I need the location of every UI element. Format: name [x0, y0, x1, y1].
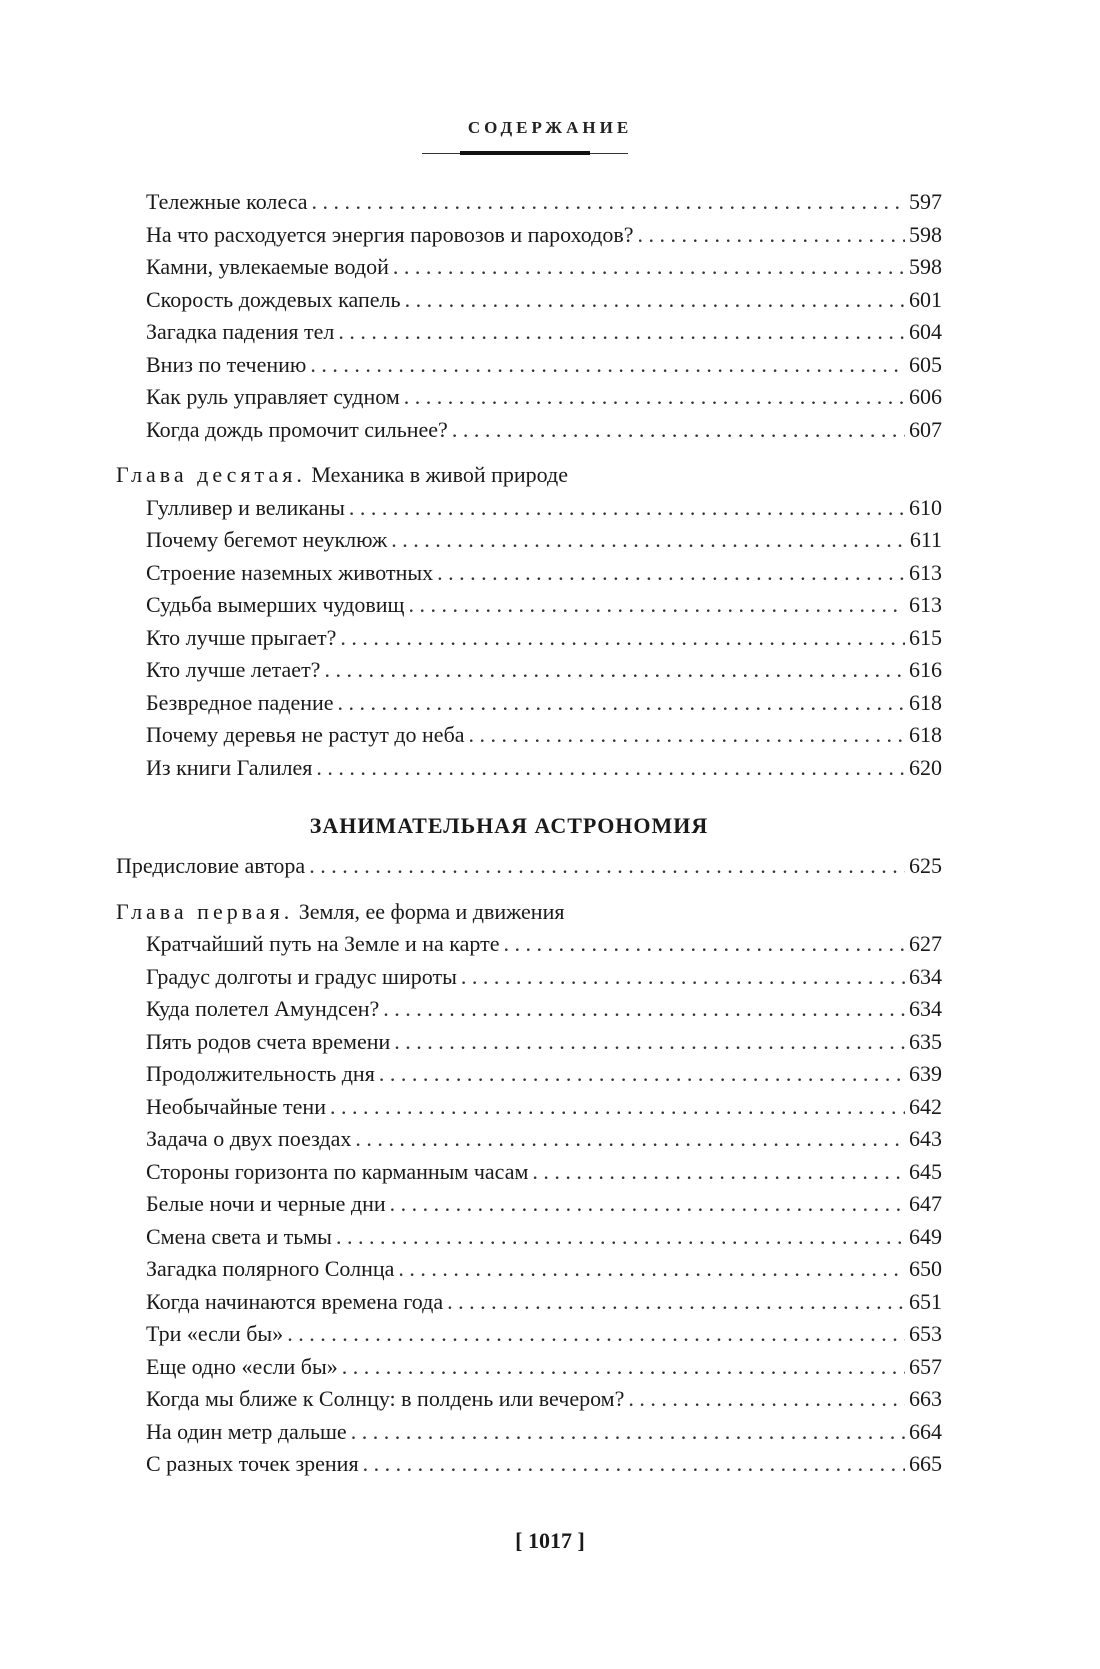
toc-entry-title: Тележные колеса: [146, 189, 308, 214]
toc-entry-page: 604: [909, 319, 942, 344]
toc-entry-title: Кто лучше прыгает?: [146, 624, 337, 650]
table-of-contents: [116, 186, 942, 1481]
section-title: ЗАНИМАТЕЛЬНАЯ АСТРОНОМИЯ: [309, 813, 709, 838]
head-rule-accent: [460, 151, 590, 155]
toc-entry[interactable]: [116, 1188, 942, 1221]
toc-entry-page: 639: [909, 1061, 942, 1086]
toc-entry[interactable]: [116, 251, 942, 284]
toc-entry-page: 618: [909, 722, 942, 747]
toc-entry-title: Когда мы ближе к Солнцу: в полдень или вечером?: [146, 1386, 625, 1411]
toc-entry-page: 610: [909, 494, 942, 520]
toc-entry-title: Предисловие автора: [116, 853, 306, 878]
toc-entry-title: Судьба вымерших чудовищ: [146, 592, 405, 617]
toc-entry[interactable]: [116, 1253, 942, 1286]
toc-entry-page: 663: [909, 1386, 942, 1411]
toc-entry[interactable]: [116, 622, 942, 655]
toc-entry-title: Из книги Галилея: [146, 754, 313, 780]
toc-entry[interactable]: [116, 219, 942, 252]
toc-entry[interactable]: [116, 1318, 942, 1351]
toc-entry[interactable]: [116, 1221, 942, 1254]
toc-entry-title: Камни, увлекаемые водой: [146, 254, 389, 279]
leader-dots: [383, 993, 905, 1026]
toc-entry-page: 664: [909, 1418, 942, 1444]
toc-entry[interactable]: [116, 1383, 942, 1416]
toc-entry-page: 605: [909, 351, 942, 377]
toc-entry-title: Пять родов счета времени: [146, 1028, 391, 1054]
toc-entry-title: Белые ночи и черные дни: [146, 1191, 386, 1216]
toc-entry-page: 649: [909, 1223, 942, 1249]
toc-entry-title: Необычайные тени: [146, 1093, 326, 1119]
toc-entry-page: 634: [909, 996, 942, 1021]
leader-dots: [342, 1351, 905, 1384]
toc-entry-page: 650: [909, 1256, 942, 1281]
toc-entry-page: 606: [909, 384, 942, 409]
toc-entry[interactable]: [116, 524, 942, 557]
toc-entry-title: С разных точек зрения: [146, 1451, 359, 1476]
toc-entry[interactable]: [116, 928, 942, 961]
chapter-heading-10: [116, 459, 942, 492]
leader-dots: [324, 654, 905, 687]
toc-entry[interactable]: [116, 316, 942, 349]
leader-dots: [408, 589, 905, 622]
leader-dots: [379, 1058, 905, 1091]
toc-entry-title: Кратчайший путь на Земле и на карте: [146, 931, 500, 956]
toc-entry[interactable]: [116, 349, 942, 382]
toc-entry[interactable]: [116, 993, 942, 1026]
chapter-label: Глава десятая.: [116, 462, 306, 487]
toc-entry[interactable]: [116, 687, 942, 720]
toc-entry[interactable]: [116, 654, 942, 687]
toc-entry[interactable]: [116, 1058, 942, 1091]
leader-dots: [338, 687, 905, 720]
chapter-title: Земля, ее форма и движения: [298, 898, 565, 924]
chapter-heading-1: [116, 896, 942, 929]
toc-entry-title: Смена света и тьмы: [146, 1223, 332, 1249]
toc-entry-title: Загадка падения тел: [146, 319, 335, 344]
toc-entry-page: 597: [909, 189, 942, 214]
chapter-title: Механика в живой природе: [311, 462, 568, 487]
toc-entry[interactable]: [116, 186, 942, 219]
toc-entry[interactable]: [116, 1448, 942, 1481]
toc-entry-title: Гулливер и великаны: [146, 494, 345, 520]
toc-entry-title: Стороны горизонта по карманным часам: [146, 1158, 529, 1184]
toc-entry-page: 620: [909, 754, 942, 780]
toc-entry-title: Кто лучше летает?: [146, 657, 321, 682]
toc-entry[interactable]: [116, 961, 942, 994]
page-number: [ 1017 ]: [515, 1528, 585, 1553]
toc-entry-page: 618: [909, 689, 942, 715]
leader-dots: [532, 1156, 905, 1189]
leader-dots: [390, 1188, 905, 1221]
leader-dots: [398, 1253, 905, 1286]
leader-dots: [316, 752, 905, 785]
toc-entry[interactable]: [116, 1416, 942, 1449]
leader-dots: [287, 1318, 905, 1351]
toc-entry[interactable]: [116, 284, 942, 317]
toc-entry-page: 642: [909, 1093, 942, 1119]
toc-entry-page: 653: [909, 1321, 942, 1346]
toc-entry-title: Когда дождь промочит сильнее?: [146, 416, 448, 442]
toc-entry[interactable]: [116, 752, 942, 785]
leader-dots: [312, 186, 906, 219]
leader-dots: [391, 524, 906, 557]
toc-entry[interactable]: [116, 1351, 942, 1384]
toc-entry-page: 665: [909, 1451, 942, 1476]
toc-entry-page: 607: [909, 416, 942, 442]
toc-entry[interactable]: [116, 1286, 942, 1319]
leader-dots: [461, 961, 905, 994]
leader-dots: [355, 1123, 905, 1156]
toc-entry-preface[interactable]: [116, 850, 942, 883]
toc-entry-page: 634: [909, 963, 942, 989]
toc-entry-page: 625: [909, 853, 942, 878]
toc-entry-page: 611: [909, 527, 942, 552]
toc-entry-title: Безвредное падение: [146, 689, 334, 715]
leader-dots: [638, 219, 905, 252]
leader-dots: [452, 414, 905, 447]
toc-entry-page: 647: [909, 1191, 942, 1216]
leader-dots: [447, 1286, 905, 1319]
leader-dots: [405, 284, 905, 317]
leader-dots: [336, 1221, 905, 1254]
leader-dots: [628, 1383, 905, 1416]
leader-dots: [404, 381, 905, 414]
toc-entry[interactable]: [116, 1123, 942, 1156]
toc-entry-title: На что расходуется энергия паровозов и пароходов?: [146, 221, 634, 247]
toc-entry-title: Почему деревья не растут до неба: [146, 722, 465, 747]
toc-entry-title: Куда полетел Амундсен?: [146, 996, 380, 1021]
leader-dots: [338, 316, 905, 349]
toc-entry-title: Почему бегемот неуклюж: [146, 527, 388, 552]
toc-entry-page: 635: [909, 1028, 942, 1054]
toc-block-chapter9-tail: [116, 186, 942, 446]
toc-entry[interactable]: [116, 1091, 942, 1124]
toc-entry-page: 598: [909, 221, 942, 247]
toc-entry-title: Три «если бы»: [146, 1321, 284, 1346]
toc-entry-title: Задача о двух поездах: [146, 1126, 352, 1151]
toc-entry-title: Когда начинаются времена года: [146, 1288, 444, 1314]
toc-entry[interactable]: [116, 381, 942, 414]
leader-dots: [394, 1026, 905, 1059]
toc-entry[interactable]: [116, 492, 942, 525]
toc-entry-page: 651: [909, 1288, 942, 1314]
leader-dots: [310, 349, 905, 382]
toc-entry[interactable]: [116, 719, 942, 752]
running-head: СОДЕРЖАНИЕ: [467, 118, 633, 137]
toc-entry-page: 643: [909, 1126, 942, 1151]
toc-entry-title: Продолжительность дня: [146, 1061, 375, 1086]
toc-entry-title: Градус долготы и градус широты: [146, 963, 457, 989]
leader-dots: [349, 492, 905, 525]
leader-dots: [469, 719, 905, 752]
toc-entry-page: 613: [909, 559, 942, 585]
toc-entry-title: Строение наземных животных: [146, 559, 434, 585]
toc-entry-title: Как руль управляет судном: [146, 384, 400, 409]
leader-dots: [340, 622, 905, 655]
leader-dots: [351, 1416, 905, 1449]
toc-entry-title: Еще одно «если бы»: [146, 1353, 338, 1379]
toc-entry-page: 615: [909, 624, 942, 650]
leader-dots: [363, 1448, 905, 1481]
toc-entry[interactable]: [116, 414, 942, 447]
leader-dots: [437, 557, 905, 590]
leader-dots: [330, 1091, 905, 1124]
leader-dots: [504, 928, 905, 961]
toc-entry-page: 657: [909, 1353, 942, 1379]
leader-dots: [393, 251, 905, 284]
leader-dots: [309, 850, 905, 883]
toc-entry-title: Загадка полярного Солнца: [146, 1256, 395, 1281]
toc-entry-page: 627: [909, 931, 942, 956]
toc-entry-title: Скорость дождевых капель: [146, 286, 401, 312]
toc-entry-title: Вниз по течению: [146, 351, 307, 377]
toc-entry[interactable]: [116, 557, 942, 590]
toc-entry-page: 598: [909, 254, 942, 279]
toc-entry-page: 613: [909, 592, 942, 617]
toc-block-chapter1: [116, 928, 942, 1481]
toc-entry[interactable]: [116, 1156, 942, 1189]
toc-entry[interactable]: [116, 1026, 942, 1059]
toc-block-chapter10: [116, 492, 942, 785]
toc-entry-title: На один метр дальше: [146, 1418, 347, 1444]
chapter-label: Глава первая.: [116, 898, 294, 924]
toc-entry-page: 616: [909, 657, 942, 682]
toc-entry[interactable]: [116, 589, 942, 622]
toc-entry-page: 645: [909, 1158, 942, 1184]
toc-entry-page: 601: [909, 286, 942, 312]
